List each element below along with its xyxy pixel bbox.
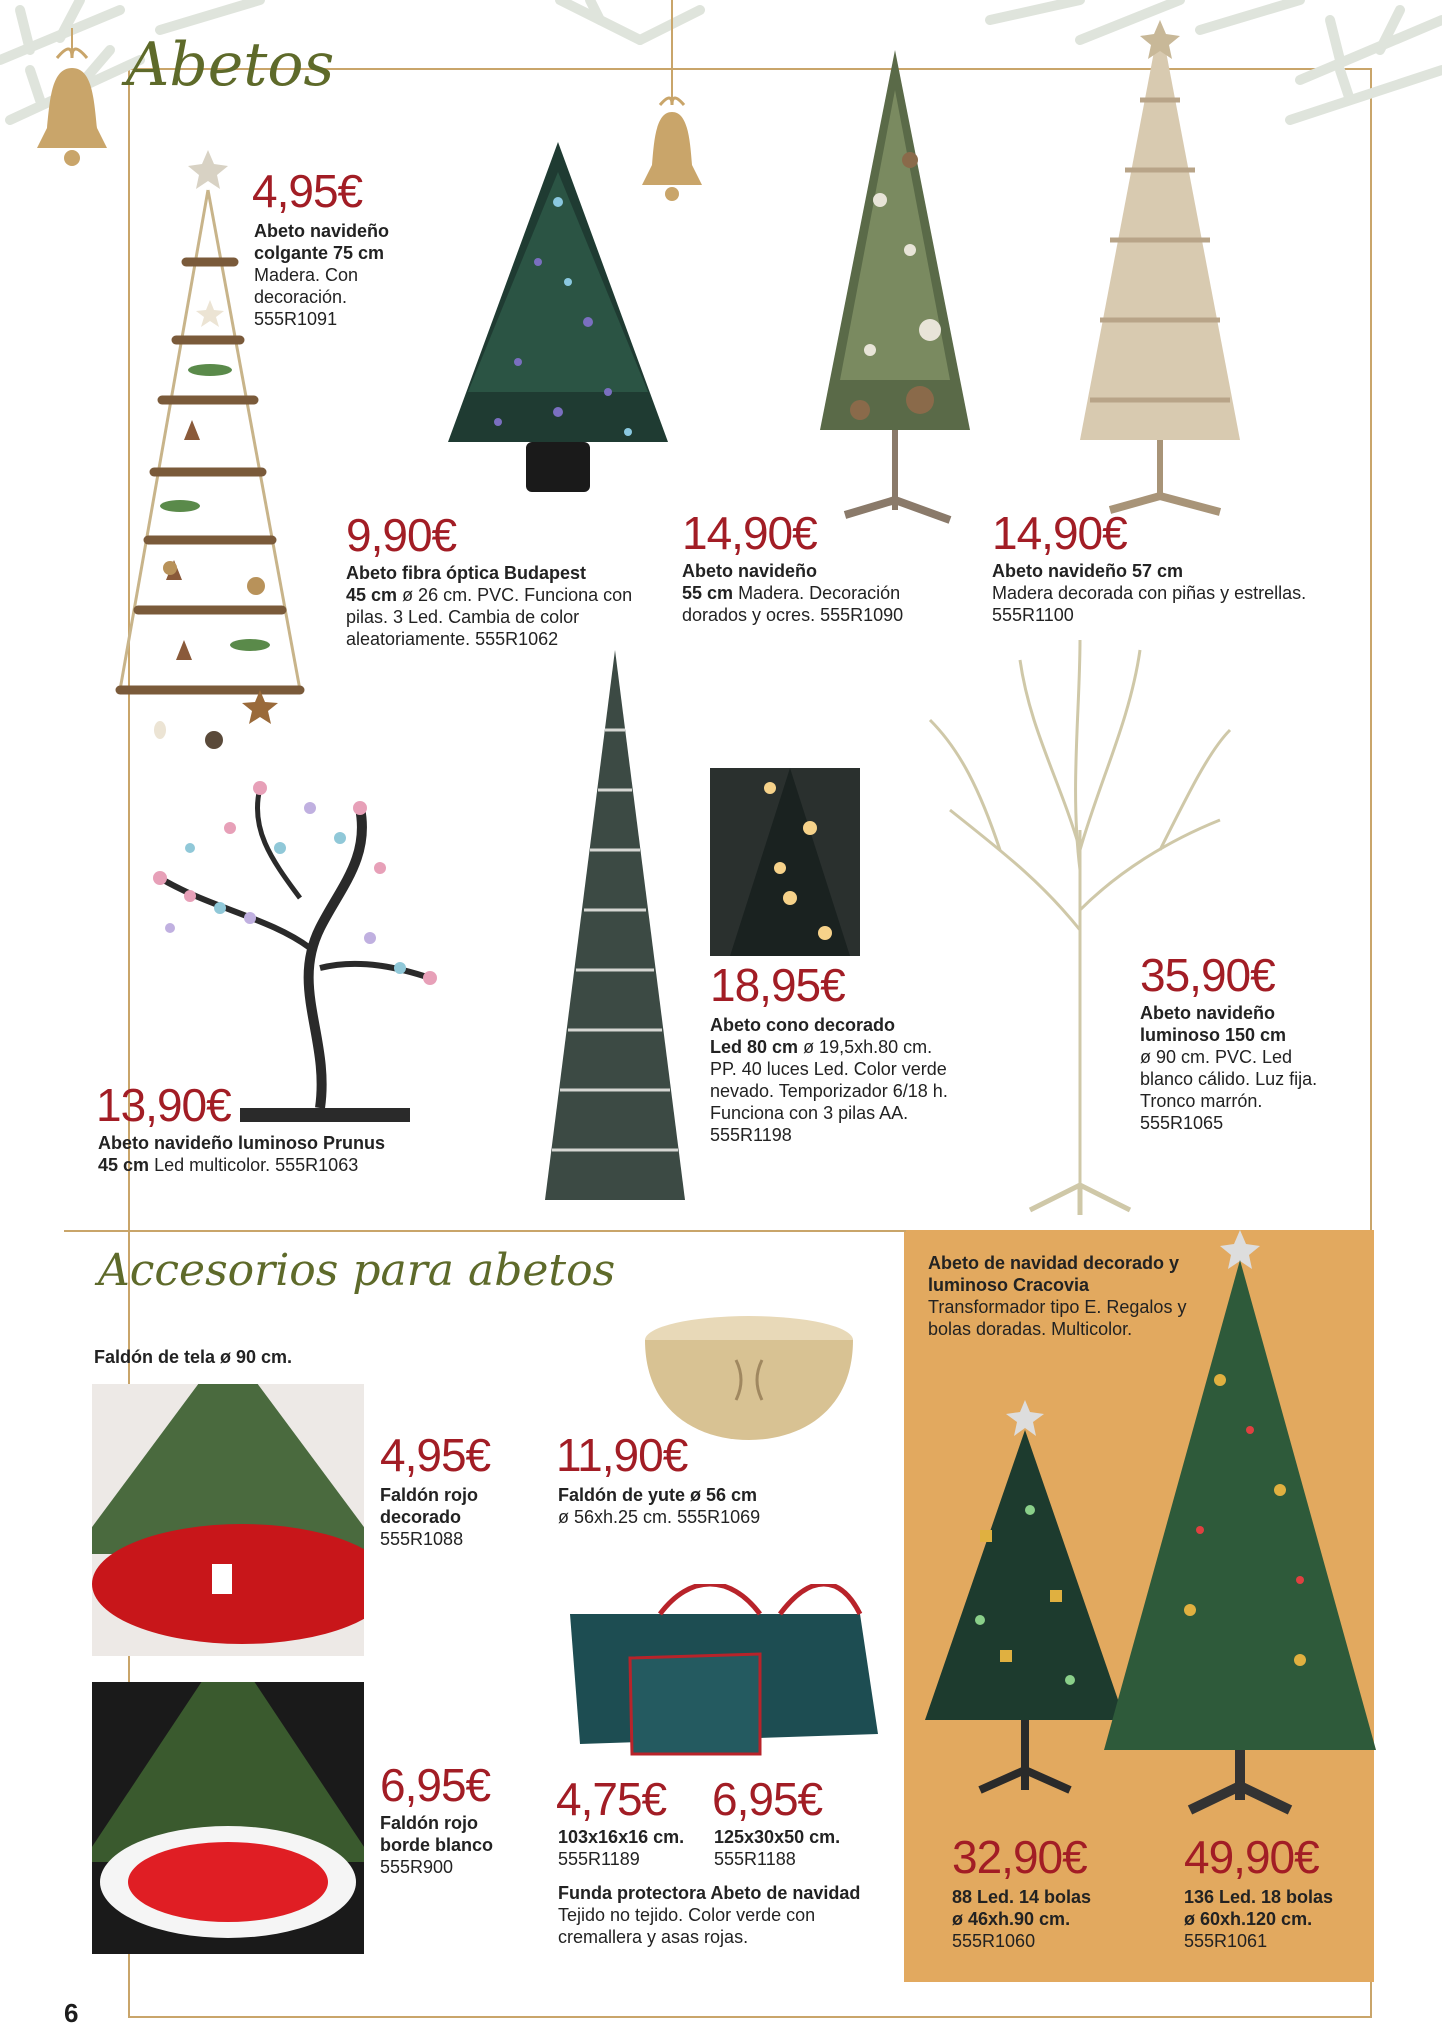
prunus-desc: Abeto navideño luminoso Prunus 45 cm Led multicolor. 555R1063 xyxy=(98,1133,386,1175)
budapest-price: 9,90€ xyxy=(346,509,457,561)
rojo-decorado-image xyxy=(92,1384,364,1656)
dorados-desc: Abeto navideño 55 cm Madera. Decoración dorados y ocres. 555R1090 xyxy=(682,561,904,625)
funda-small-desc: 103x16x16 cm. 555R1189 xyxy=(558,1827,685,1869)
luminoso150-price: 35,90€ xyxy=(1140,949,1275,1001)
funda-small-price: 4,75€ xyxy=(556,1773,667,1825)
colgante-price: 4,95€ xyxy=(252,165,363,217)
borde-blanco-desc: Faldón rojo borde blanco 555R900 xyxy=(380,1813,494,1877)
luminoso150-desc: Abeto navideño luminoso 150 cm ø 90 cm. PVC. Led blanco cálido. Luz fija. Tronco marrón. 555R1065 xyxy=(1140,1003,1318,1133)
cono-lights-image xyxy=(710,768,860,956)
yute-price: 11,90€ xyxy=(556,1429,688,1481)
yute-desc: Faldón de yute ø 56 cm ø 56xh.25 cm. 555R1069 xyxy=(558,1485,761,1527)
borde-blanco-price: 6,95€ xyxy=(380,1759,491,1811)
cracovia-large-image xyxy=(1100,1230,1390,1820)
rojo-decorado-photo xyxy=(92,1384,364,1656)
colgante-desc: Abeto navideño colgante 75 cm Madera. Con decoración. 555R1091 xyxy=(254,221,390,329)
dorados-price: 14,90€ xyxy=(682,507,817,559)
funda-large-price: 6,95€ xyxy=(712,1773,823,1825)
rojo-decorado-price: 4,95€ xyxy=(380,1429,491,1481)
madera57-desc: Abeto navideño 57 cm Madera decorada con piñas y estrellas. 555R1100 xyxy=(992,561,1307,625)
budapest-tree-image xyxy=(438,142,678,502)
rojo-decorado-desc: Faldón rojo decorado 555R1088 xyxy=(380,1485,478,1549)
borde-blanco-image xyxy=(92,1682,364,1954)
section-title: Abetos xyxy=(126,30,335,100)
madera57-price: 14,90€ xyxy=(992,507,1127,559)
cono-tree-image xyxy=(540,650,690,1210)
accessories-title: Accesorios para abetos xyxy=(98,1245,616,1296)
cono-price: 18,95€ xyxy=(710,959,845,1011)
dorados-tree-image xyxy=(800,50,980,540)
string-icon xyxy=(660,0,680,10)
funda-large-desc: 125x30x50 cm. 555R1188 xyxy=(714,1827,841,1869)
section-divider xyxy=(64,1230,906,1232)
faldon-heading: Faldón de tela ø 90 cm. xyxy=(94,1347,293,1367)
budapest-desc: Abeto fibra óptica Budapest 45 cm ø 26 cm. PVC. Funciona con pilas. 3 Led. Cambia de color aleatoriamente. 555R1062 xyxy=(346,563,633,649)
madera57-tree-image xyxy=(1070,20,1250,520)
funda-desc: Funda protectora Abeto de navidad Tejido no tejido. Color verde con cremallera y asas rojas. xyxy=(558,1883,861,1947)
cono-desc: Abeto cono decorado Led 80 cm ø 19,5xh.80 cm. PP. 40 luces Led. Color verde nevado. Temporizador 6/18 h. Funciona con 3 pilas AA. 555R1198 xyxy=(710,1015,948,1145)
cracovia-small-desc: 88 Led. 14 bolas ø 46xh.90 cm. 555R1060 xyxy=(952,1887,1092,1951)
cracovia-small-image xyxy=(920,1390,1130,1820)
bell-icon xyxy=(22,28,122,178)
cracovia-large-desc: 136 Led. 18 bolas ø 60xh.120 cm. 555R1061 xyxy=(1184,1887,1334,1951)
page-number: 6 xyxy=(64,1998,79,2028)
prunus-price: 13,90€ xyxy=(96,1079,231,1131)
funda-image xyxy=(560,1584,882,1764)
borde-blanco-photo xyxy=(92,1682,364,1954)
cono-lights-photo xyxy=(710,768,860,956)
cracovia-large-price: 49,90€ xyxy=(1184,1831,1319,1883)
cracovia-desc: Abeto de navidad decorado y luminoso Cracovia Transformador tipo E. Regalos y bolas doradas. Multicolor. xyxy=(928,1253,1187,1339)
cracovia-small-price: 32,90€ xyxy=(952,1831,1087,1883)
